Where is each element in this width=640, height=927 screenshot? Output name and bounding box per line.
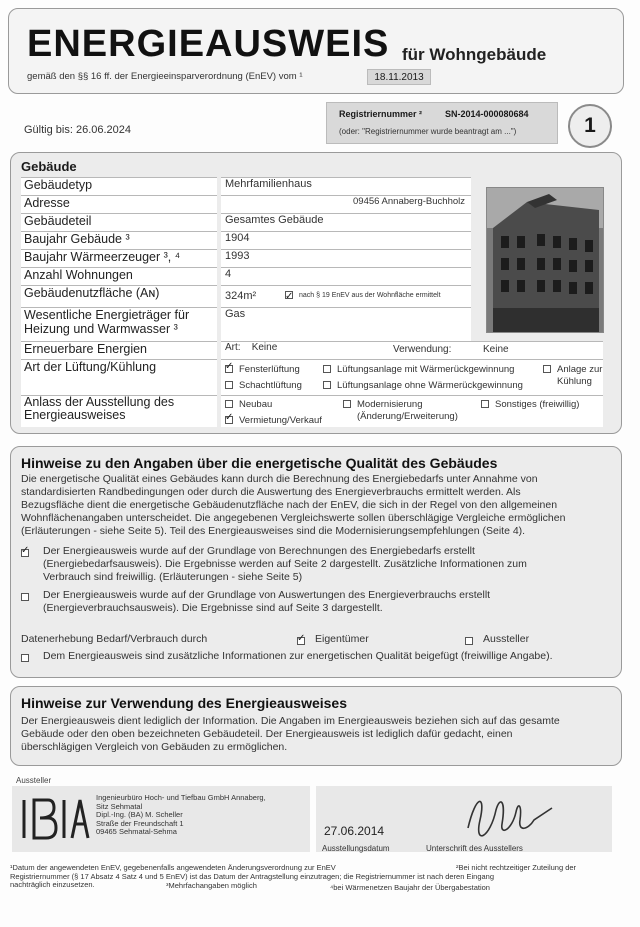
row-label-heater-year: Baujahr Wärmeerzeuger ³, ⁴ (21, 249, 217, 267)
renewable-art-value: Keine (251, 342, 278, 353)
consumption-line-2: (Energieverbrauchsausweis). Die Ergebnisse sind auf Seite 3 dargestellt. (43, 602, 383, 614)
demand-line-3: Verbrauch sind freiwillig. (Erläuterungen - siehe Seite 5) (43, 571, 303, 583)
issuer-option-label: Aussteller (483, 633, 530, 645)
occasion-other (481, 399, 579, 410)
document-title: ENERGIEAUSWEIS (27, 23, 390, 65)
issuer-line-3: Dipl.-Ing. (BA) M. Scheller (96, 810, 183, 819)
row-label-building-part: Gebäudeteil (21, 213, 217, 231)
occasion-new (225, 399, 272, 410)
signature-box (316, 786, 612, 852)
occasion-new-label: Neubau (239, 399, 273, 410)
occasion-other-label: Sonstiges (freiwillig) (495, 399, 580, 410)
consumption-line-1: Der Energieausweis wurde auf der Grundlage von Auswertungen des Energieverbrauchs erstellt (43, 589, 491, 601)
header-box (8, 8, 624, 94)
usage-notes-title: Hinweise zur Verwendung des Energieausweises (21, 695, 348, 711)
row-label-energy-carrier: Wesentliche Energieträger für Heizung und Warmwasser ³ (21, 307, 217, 341)
vent-shaft-label: Schachtlüftung (239, 380, 302, 391)
consumption-checkbox[interactable] (21, 593, 29, 601)
issuer-box (12, 786, 310, 852)
row-value-renewable (221, 341, 603, 359)
area-note-text: nach § 19 EnEV aus der Wohnfläche ermittelt (299, 292, 441, 299)
quality-notes-line-1: Die energetische Qualität eines Gebäudes kann durch die Berechnung des Energiebedarfs unter Annahme von (21, 473, 538, 485)
row-value-building-type: Mehrfamilienhaus (221, 177, 471, 195)
row-value-heater-year: 1993 (221, 249, 471, 267)
demand-line-1: Der Energieausweis wurde auf der Grundlage von Berechnungen des Energiebedarfs erstellt (43, 545, 475, 557)
occasion-modernization-label: Modernisierung (357, 399, 423, 410)
signature-label: Unterschrift des Ausstellers (426, 844, 523, 853)
area-note (281, 285, 471, 307)
row-label-usable-area: Gebäudenutzfläche (Aɴ) (21, 285, 217, 307)
occasion-new-checkbox[interactable] (225, 400, 233, 408)
footnote-1-line-2: Registriernummer (§ 17 Absatz 4 Satz 4 und 5 EnEV) ist das Datum der Antragstellung einzutragen; die Registriernummer ist nach deren Eingang (10, 871, 495, 881)
row-label-occasion: Anlass der Ausstellung des Energieausweises (21, 395, 217, 427)
row-value-apartments: 4 (221, 267, 471, 285)
owner-checkbox[interactable] (297, 637, 305, 645)
issuer-line-4: Straße der Freundschaft 1 (96, 818, 184, 828)
row-label-ventilation: Art der Lüftung/Kühlung (21, 359, 217, 395)
row-label-address: Adresse (21, 195, 217, 213)
vent-cooling-label-2: Kühlung (557, 376, 592, 387)
vent-without-recovery (323, 380, 523, 391)
occasion-modernization (343, 399, 422, 410)
usage-line-3: überschlägigen Vergleich von Gebäuden zu ermöglichen. (21, 741, 288, 753)
footnote-1-line-3: nachträglich einzusetzen. (10, 880, 95, 889)
legal-reference: gemäß den §§ 16 ff. der Energieeinsparverordnung (EnEV) vom ¹ (27, 71, 303, 82)
renewable-use-value: Keine (483, 344, 509, 355)
usage-line-1: Der Energieausweis dient lediglich der Information. Die Angaben im Energieausweis beziehen sich auf das gesamte (21, 715, 560, 727)
vent-window (225, 364, 300, 375)
issue-date-label: Ausstellungsdatum (322, 844, 390, 853)
vent-with-recovery-label: Lüftungsanlage mit Wärmerückgewinnung (337, 364, 515, 375)
building-section (10, 152, 622, 434)
vent-cooling-checkbox[interactable] (543, 365, 551, 373)
footnote-3: ³Mehrfachangaben möglich (166, 881, 257, 890)
occasion-rent (225, 415, 322, 426)
vent-without-recovery-checkbox[interactable] (323, 381, 331, 389)
occasion-rent-label: Vermietung/Verkauf (239, 415, 322, 426)
issuer-address (96, 794, 266, 837)
row-label-year-built: Baujahr Gebäude ³ (21, 231, 217, 249)
document-subtitle: für Wohngebäude (402, 45, 547, 64)
row-value-usable-area: 324m² (221, 285, 281, 307)
footnote-1-line-1: ¹Datum der angewendeten EnEV, gegebenenfalls angewendeten Änderungsverordnung zur EnEV (10, 863, 336, 872)
row-value-energy-carrier: Gas (221, 307, 471, 341)
demand-checkbox[interactable] (21, 549, 29, 557)
footnote-2: ²Bei nicht rechtzeitiger Zuteilung der (456, 863, 577, 872)
row-value-address: 09456 Annaberg-Buchholz (221, 195, 471, 213)
building-photo-image (487, 188, 604, 333)
issuer-checkbox[interactable] (465, 637, 473, 645)
quality-notes-line-3: Bezugsfläche dient die energetische Gebäudenutzfläche nach der EnEV, die sich in der Regel von den allgemeinen (21, 499, 558, 511)
vent-cooling (543, 364, 602, 375)
building-section-title: Gebäude (21, 159, 77, 174)
quality-notes-line-2: standardisierten Randbedingungen oder durch die Auswertung des Energieverbrauchs ermittelt werden. Als (21, 486, 521, 498)
owner-label: Eigentümer (315, 633, 369, 645)
signature-image (456, 790, 566, 844)
data-collection-label: Datenerhebung Bedarf/Verbrauch durch (21, 633, 208, 645)
vent-window-label: Fensterlüftung (239, 364, 300, 375)
occasion-modernization-sub: (Änderung/Erweiterung) (357, 411, 458, 422)
occasion-other-checkbox[interactable] (481, 400, 489, 408)
row-value-ventilation (221, 359, 603, 395)
demand-line-2: (Energiebedarfsausweis). Die Ergebnisse werden auf Seite 2 dargestellt. Zusätzliche Informationen zum (43, 558, 527, 570)
vent-window-checkbox[interactable] (225, 365, 233, 373)
renewable-use-label: Verwendung: (393, 344, 452, 355)
vent-with-recovery (323, 364, 514, 375)
registration-label: Registriernummer ² (339, 109, 423, 119)
quality-notes-title: Hinweise zu den Angaben über die energetische Qualität des Gebäudes (21, 455, 498, 471)
issuer-line-5: 09465 Sehmatal-Sehma (96, 827, 177, 836)
issuer-logo-icon (18, 792, 96, 844)
row-value-building-part: Gesamtes Gebäude (221, 213, 471, 231)
quality-notes-line-5: (Erläuterungen - siehe Seite 5). Teil des Energieausweises sind die Modernisierungsempfehlungen (Seite 4). (21, 525, 526, 537)
occasion-modernization-checkbox[interactable] (343, 400, 351, 408)
issuer-label: Aussteller (16, 776, 52, 785)
validity-date: Gültig bis: 26.06.2024 (24, 124, 132, 136)
additional-info-text: Dem Energieausweis sind zusätzliche Informationen zur energetischen Qualität beigefügt (freiwillige Angabe). (43, 650, 553, 662)
vent-cooling-label-1: Anlage zur (557, 364, 603, 375)
registration-number: SN-2014-000080684 (445, 109, 529, 119)
occasion-rent-checkbox[interactable] (225, 416, 233, 424)
row-value-year-built: 1904 (221, 231, 471, 249)
row-label-building-type: Gebäudetyp (21, 177, 217, 195)
vent-with-recovery-checkbox[interactable] (323, 365, 331, 373)
issuer-line-1: Ingenieurbüro Hoch- und Tiefbau GmbH Annaberg, (96, 793, 266, 802)
renewable-art-label: Art: (225, 342, 241, 353)
row-value-occasion (221, 395, 603, 427)
registration-note: (oder: "Registriernummer wurde beantragt am ...") (339, 127, 517, 136)
quality-notes-line-4: Wohnflächenangaben unterscheidet. Die angegebenen Vergleichswerte sollen überschlägige Vergleiche ermöglichen (21, 512, 566, 524)
enev-date: 18.11.2013 (367, 69, 431, 85)
quality-notes-section (10, 446, 622, 678)
row-label-apartments: Anzahl Wohnungen (21, 267, 217, 285)
additional-info-checkbox[interactable] (21, 654, 29, 662)
vent-shaft (225, 380, 302, 391)
vent-shaft-checkbox[interactable] (225, 381, 233, 389)
registration-box (326, 102, 558, 144)
usage-line-2: Gebäude oder den oben bezeichneten Gebäudeteil. Der Energieausweis ist lediglich dafür gedacht, einen (21, 728, 513, 740)
area-note-checkbox[interactable] (285, 291, 293, 299)
issuer-line-2: Sitz Sehmatal (96, 801, 143, 811)
issue-date: 27.06.2014 (324, 824, 385, 838)
building-photo (486, 187, 604, 333)
vent-without-recovery-label: Lüftungsanlage ohne Wärmerückgewinnung (337, 380, 523, 391)
row-label-renewable: Erneuerbare Energien (21, 341, 217, 359)
footnote-4: ⁴bei Wärmenetzen Baujahr der Übergabestation (330, 883, 490, 892)
usage-notes-section (10, 686, 622, 766)
page-number-badge: 1 (568, 104, 612, 148)
